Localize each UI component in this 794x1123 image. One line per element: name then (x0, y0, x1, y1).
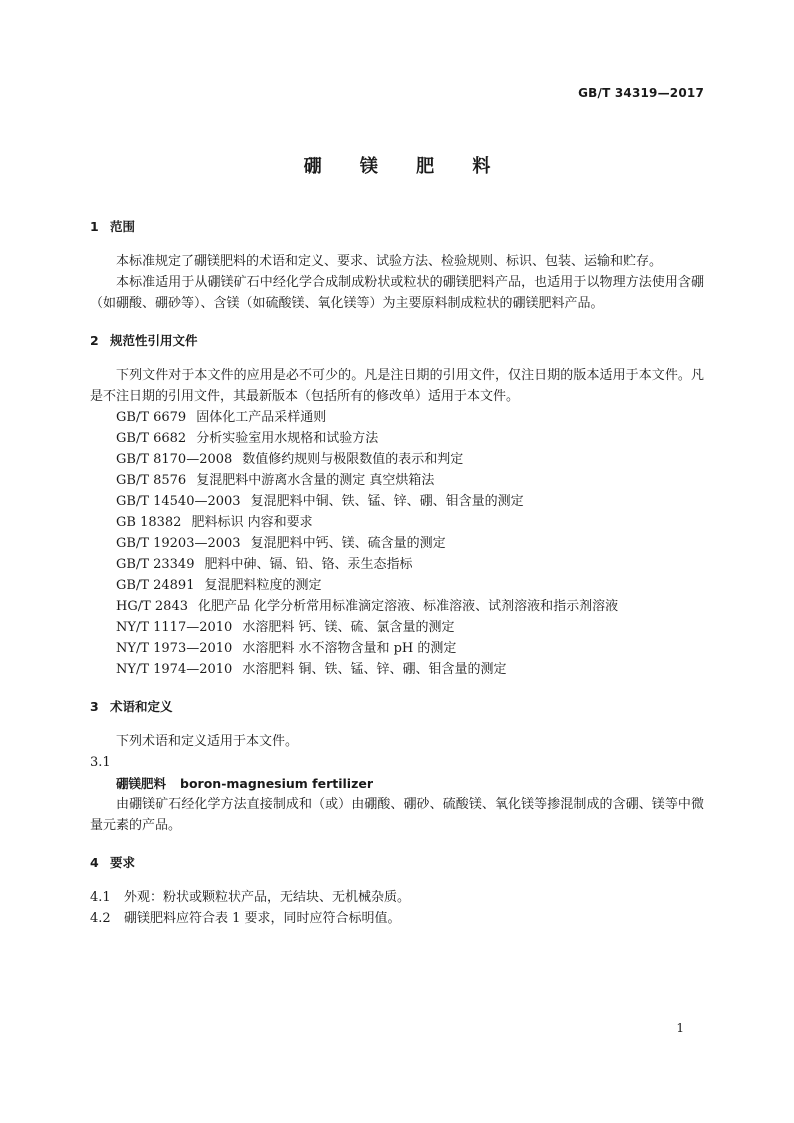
reference-title: 肥料标识 内容和要求 (191, 515, 313, 530)
clause-number: 4.1 (90, 890, 111, 905)
terms-intro: 下列术语和定义适用于本文件。 (116, 734, 299, 749)
scope-paragraph-1: 本标准规定了硼镁肥料的术语和定义、要求、试验方法、检验规则、标识、包装、运输和贮存。 (116, 254, 663, 269)
reference-item (90, 638, 704, 659)
reference-code: GB/T 19203—2003 (116, 536, 241, 551)
reference-title: 化肥产品 化学分析常用标准滴定溶液、标准溶液、试剂溶液和指示剂溶液 (198, 599, 619, 614)
scope-paragraph-2: 本标准适用于从硼镁矿石中经化学合成制成粉状或粒状的硼镁肥料产品，也适用于以物理方法使用含硼（如硼酸、硼砂等）、含镁（如硫酸镁、氧化镁等）为主要原料制成粒状的硼镁肥料产品。 (90, 275, 704, 311)
clause-text: 外观：粉状或颗粒状产品，无结块、无机械杂质。 (124, 890, 411, 905)
clause-4-1 (90, 887, 704, 908)
reference-code: HG/T 2843 (116, 599, 188, 614)
page-number: 1 (676, 1021, 684, 1035)
clause-number: 4.2 (90, 911, 111, 926)
section-title: 要求 (110, 855, 136, 870)
reference-item (90, 596, 704, 617)
section-number: 4 (90, 855, 99, 870)
term-chinese: 硼镁肥料 (116, 776, 167, 791)
reference-item (90, 617, 704, 638)
reference-code: GB/T 14540—2003 (116, 494, 241, 509)
section-1-heading (90, 216, 704, 237)
reference-title: 复混肥料中铜、铁、锰、锌、硼、钼含量的测定 (250, 494, 524, 509)
section-number: 3 (90, 699, 99, 714)
reference-code: GB/T 6679 (116, 410, 187, 425)
reference-item (90, 449, 704, 470)
reference-title: 数值修约规则与极限数值的表示和判定 (242, 452, 464, 467)
reference-title: 固体化工产品采样通则 (196, 410, 327, 425)
reference-code: GB/T 6682 (116, 431, 187, 446)
reference-item (90, 554, 704, 575)
reference-item (90, 470, 704, 491)
section-title: 规范性引用文件 (110, 333, 198, 348)
reference-code: NY/T 1117—2010 (116, 620, 233, 635)
reference-code: GB/T 8170—2008 (116, 452, 233, 467)
reference-code: NY/T 1973—2010 (116, 641, 233, 656)
reference-title: 分析实验室用水规格和试验方法 (196, 431, 379, 446)
reference-title: 水溶肥料 钙、镁、硫、氯含量的测定 (242, 620, 455, 635)
reference-title: 复混肥料粒度的测定 (204, 578, 322, 593)
term-english: boron-magnesium fertilizer (180, 776, 374, 791)
reference-code: GB/T 24891 (116, 578, 195, 593)
document-body (90, 216, 704, 929)
reference-item (90, 428, 704, 449)
reference-item (90, 491, 704, 512)
reference-code: GB/T 23349 (116, 557, 195, 572)
section-number: 2 (90, 333, 99, 348)
clause-4-2 (90, 908, 704, 929)
section-title: 术语和定义 (110, 699, 173, 714)
reference-item (90, 575, 704, 596)
section-3-heading (90, 696, 704, 717)
reference-list (90, 407, 704, 680)
reference-item (90, 659, 704, 680)
reference-item (90, 512, 704, 533)
term-definition: 由硼镁矿石经化学方法直接制成和（或）由硼酸、硼砂、硫酸镁、氧化镁等掺混制成的含硼、镁等中微量元素的产品。 (90, 797, 704, 833)
reference-title: 肥料中砷、镉、铅、铬、汞生态指标 (204, 557, 413, 572)
document-title: 硼 镁 肥 料 (303, 156, 507, 177)
reference-code: GB/T 8576 (116, 473, 187, 488)
term-number: 3.1 (90, 755, 111, 770)
section-title: 范围 (110, 219, 136, 234)
reference-item (90, 533, 704, 554)
section-number: 1 (90, 219, 99, 234)
clause-text: 硼镁肥料应符合表 1 要求，同时应符合标明值。 (124, 911, 401, 926)
reference-item (90, 407, 704, 428)
reference-title: 复混肥料中钙、镁、硫含量的测定 (250, 536, 446, 551)
standard-number: GB/T 34319—2017 (578, 86, 704, 100)
reference-code: GB 18382 (116, 515, 182, 530)
reference-title: 水溶肥料 水不溶物含量和 pH 的测定 (242, 641, 457, 656)
section-4-heading (90, 852, 704, 873)
reference-title: 水溶肥料 铜、铁、锰、锌、硼、钼含量的测定 (242, 662, 507, 677)
term-heading (90, 773, 704, 794)
references-intro: 下列文件对于本文件的应用是必不可少的。凡是注日期的引用文件，仅注日期的版本适用于本文件。凡是不注日期的引用文件，其最新版本（包括所有的修改单）适用于本文件。 (90, 368, 704, 404)
section-2-heading (90, 330, 704, 351)
reference-title: 复混肥料中游离水含量的测定 真空烘箱法 (196, 473, 435, 488)
reference-code: NY/T 1974—2010 (116, 662, 233, 677)
